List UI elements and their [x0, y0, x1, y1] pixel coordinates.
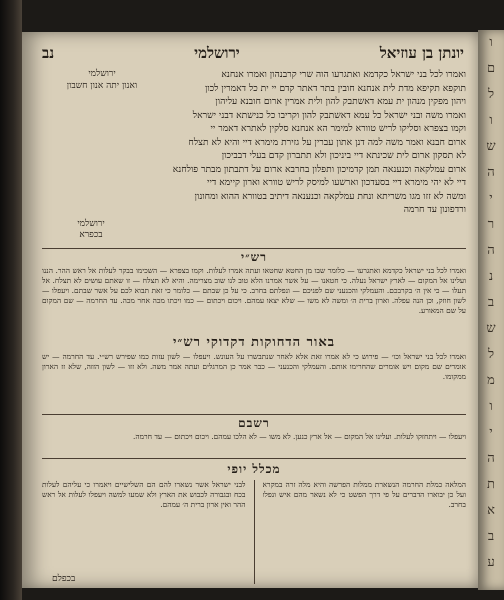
- catchword: בכפלם: [52, 574, 76, 584]
- rashbam-commentary: [42, 432, 466, 454]
- adjacent-page-char: ש: [486, 139, 496, 154]
- book-gutter-shadow: [0, 0, 22, 600]
- divider: [42, 414, 466, 415]
- rashbam-text: ויעפלו — ויתחזקו לעלות. ועלינו אל המקום — אל ארץ כנען. לא משו — לא הלכו עמהם. ויכום ויכתום — עד חרמה.: [133, 432, 466, 441]
- targum-line: תוקפא תקיפא מדת לית אנחנא חובין בתר דאתר קדם יי ית כל דאמרין לכון: [204, 82, 466, 94]
- adjacent-page-char: ו: [489, 113, 493, 128]
- adjacent-page-char: ב: [487, 295, 495, 310]
- targum-line: ארום חבנא ואמר משה למה דנן אתון עברין על גזירת מימרא דיי והיא לא תצלח: [188, 136, 466, 148]
- adjacent-page-char: ו: [489, 35, 493, 50]
- beur-title: באור הדחוקות דקדוקי רש״י: [173, 335, 335, 350]
- beur-text: ואמרו לכל בני ישראל וכו׳ — פירוש כי לא אמרו זאת אלא לאחר שנתבשרו על העונש. ויעפלו — לשון עזות כמו שפירש רש״י. עד החרמה — יש אומרים שם מקום ויש אומרים שהחרימו אותם. והעמלקי והכנעני — כבר אמר כן המרגלים ועתה אמר משה. ולא זזו — לשון הזזה, שלא זז הארון ממקומו.: [42, 352, 466, 381]
- adjacent-page-edge: [478, 30, 504, 590]
- page-number: נב: [42, 43, 55, 62]
- targum-line: ויהון מפקין מנהון ית עמא דאשתבק להון ולית אמרין ארום חובנא עליהון: [215, 96, 466, 107]
- yerushalmi-footer-title: ירושלמי: [77, 219, 105, 229]
- running-head-section: ירושלמי: [194, 43, 240, 62]
- column-text: לבני ישראל אשר נשארו להם הם השלישיים ויאמרו כי עליהם לעלות בכח ובגבורה לכבוש את הארץ ולא שמעו למשה ויעפלו לעלות אל ראש ההר ואין ארון ברית ה׳ עמהם.: [42, 480, 246, 509]
- adjacent-page-char: ב: [487, 529, 495, 544]
- adjacent-page-char: נ: [488, 269, 494, 284]
- running-head: [42, 42, 464, 64]
- adjacent-page-char: ה: [487, 451, 495, 466]
- commentary-column-left: [42, 480, 246, 584]
- targum-line: ואמרו לכל בני ישראל כקדמא ואתגרעו הוה שרי קרבנהון ואמרו אנחנא: [221, 69, 466, 80]
- column-divider: [254, 480, 255, 584]
- rashbam-title: רשבם: [238, 416, 270, 430]
- adjacent-page-char: ה: [487, 165, 495, 180]
- targum-line: דיי לא יהי מימרא דיי בסעדכון וארשעו למיסק לריש טוורא וארון קיימא דיי: [207, 177, 466, 188]
- two-column-commentary: [42, 480, 466, 584]
- adjacent-page-char: א: [487, 503, 495, 518]
- adjacent-page-char: ה: [487, 243, 495, 258]
- yerushalmi-note-text: ואנון יתה אנון חשבון: [66, 81, 138, 91]
- rashi-title: רש״י: [240, 250, 268, 264]
- commentary-column-right: [263, 480, 467, 584]
- adjacent-page-char: י: [489, 191, 493, 206]
- column-text: המלאה כמלת החרמה הנשארת ממלות הפרשה והיא מלה זרה במקרא ועל כן יבוארו הדברים על פי דרך הפשט כי לא נשאר מהם איש ונפלו בחרב.: [262, 480, 466, 509]
- adjacent-page-char: ע: [487, 555, 495, 570]
- yerushalmi-footer: [46, 218, 136, 240]
- adjacent-page-char: מ: [487, 373, 495, 388]
- targum-line: ורדפונון עד חרמה: [403, 204, 466, 215]
- adjacent-page-char: ל: [487, 87, 495, 102]
- rashi-text: ואמרו לכל בני ישראל כקדמא ואתגרעו — כלומר שבו מן החטא שחטאו ועתה אמרו לעלות. וקמו בצפרא — השכימו בבקר לעלות אל ראש ההר. הננו ועלינו אל המקום — לארץ ישראל נעלה. כי חטאנו — על אשר אמרנו הלא טוב לנו שוב מצרימה. והיא לא תצלח — זו שאתם עושים לא תצלח. אל תעלו — כי אין ה׳ בקרבכם. והעמלקי והכנעני שם לפניכם — ונפלתם בחרב. כי על כן שבתם — כלומר כי זאת תבוא לכם על אשר שבתם. ויעפלו — לשון חוזק, וכן הנה עפלה. וארון ברית ה׳ ומשה לא משו — שלא יצאו עמהם. ויכום ויכתום — כמו ויכתו מכה אחר מכה. עד החרמה — שם המקום על שם המאורע.: [42, 266, 466, 315]
- michlal-yofi-title: מכלל יופי: [227, 462, 281, 476]
- targum-line: לא תסקון ארום לית שכינתא דיי ביניכון ולא תתברון קדם בעלי דבביכון: [221, 150, 466, 161]
- targum-line: ארום עמלקאה וכנענאה תמן קדמיכון ותפלון בחרבא ארום על דתבתון מבתר פולחנא: [172, 163, 466, 175]
- adjacent-page-char: ם: [486, 61, 496, 76]
- adjacent-page-char: ש: [486, 321, 496, 336]
- adjacent-page-char: ו: [489, 399, 493, 414]
- running-head-title: יונתן בן עוזיאל: [379, 43, 464, 62]
- adjacent-page-char: ת: [487, 477, 495, 492]
- adjacent-page-char: ל: [487, 347, 495, 362]
- targum-line: ומשה לא זזו מגו משריתא ונחת עמלקאה וכנענאה דיתיב בטוורא ההוא ומחונון: [194, 190, 466, 202]
- adjacent-page-char: ר: [487, 217, 495, 232]
- book-page: [22, 32, 478, 588]
- divider: [42, 458, 466, 459]
- targum-line: ואמרו משה ובני ישראל כל עמא דאשתבק להון וקריבו כל כנישתא דבני ישראל: [192, 109, 466, 121]
- rashi-commentary: [42, 266, 466, 332]
- divider: [42, 248, 466, 249]
- yerushalmi-note-title: ירושלמי: [88, 69, 116, 79]
- beur-commentary: [42, 352, 466, 410]
- targum-line: וקמו בצפרא וסליקו לריש טוורא למימר הא אנחנא סלקין לאתרא דאמר יי: [210, 123, 466, 134]
- yerushalmi-footer-text: בכפרא: [79, 230, 103, 240]
- adjacent-page-char: י: [489, 425, 493, 440]
